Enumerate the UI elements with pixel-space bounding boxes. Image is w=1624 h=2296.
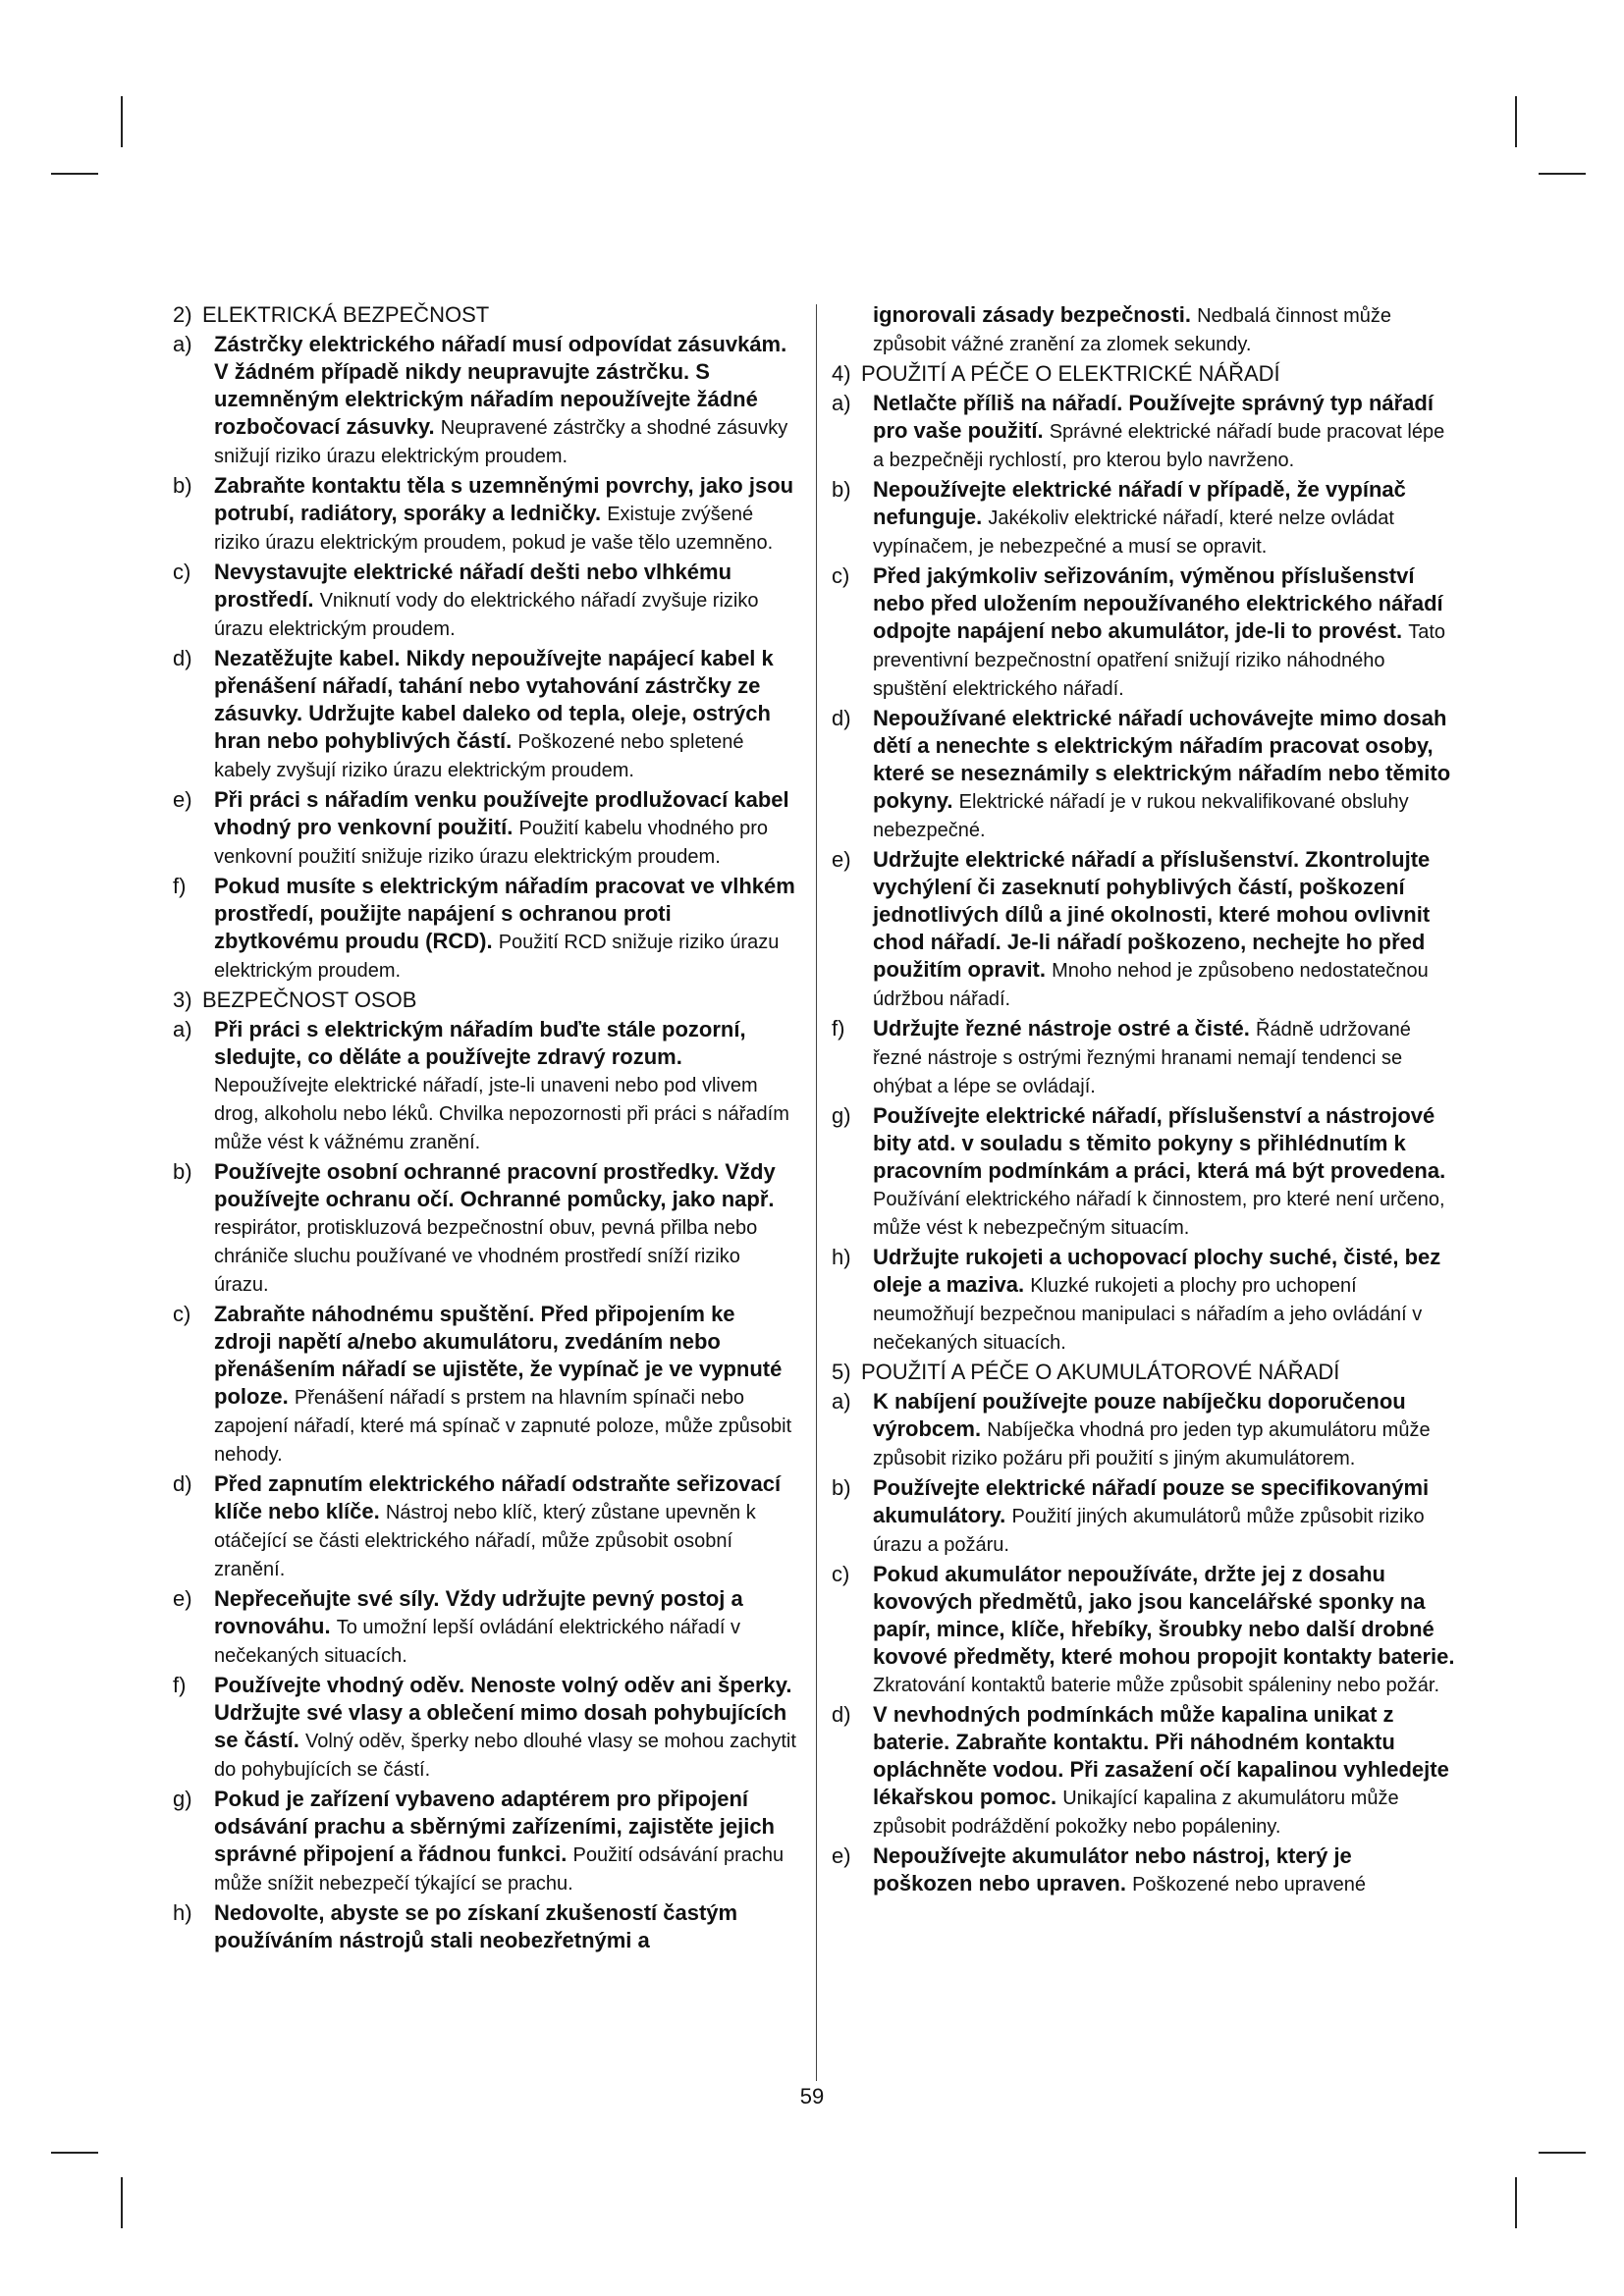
list-item xyxy=(173,1301,797,1468)
list-item xyxy=(173,1470,797,1583)
item-normal-text: Volný oděv, šperky nebo dlouhé vlasy se mohou zachytit do pohybujících se částí. xyxy=(214,1731,796,1781)
list-item xyxy=(832,1842,1456,1898)
item-normal-text: Použití jiných akumulátorů může způsobit riziko úrazu a požáru. xyxy=(873,1506,1425,1556)
item-letter: h) xyxy=(173,1900,192,1925)
item-letter: g) xyxy=(832,1103,851,1128)
section-number: 3) xyxy=(173,988,192,1012)
item-normal-text: Použití odsávání prachu může snížit nebezpečí týkající se prachu. xyxy=(214,1844,785,1895)
item-normal-text: Správné elektrické nářadí bude pracovat lépe a bezpečněji rychlostí, pro kterou bylo navrženo. xyxy=(873,421,1445,471)
list-item xyxy=(173,873,797,985)
item-letter: f) xyxy=(832,1016,845,1041)
item-bold-text: Zabraňte náhodnému spuštění. Před připojením ke zdroji napětí a/nebo akumulátoru, zvedáním nebo přenášením nářadí se ujistěte, že vypínač je ve vypnuté poloze. xyxy=(214,1302,783,1409)
item-normal-text: Použití RCD snižuje riziko úrazu elektrickým proudem. xyxy=(214,932,780,982)
item-bold-text: Nedovolte, abyste se po získaní zkušeností častým používáním nástrojů stali neobezřetnými a xyxy=(214,1900,738,1952)
list-item xyxy=(173,1899,797,1954)
list-item xyxy=(173,331,797,470)
item-normal-text: Nabíječka vhodná pro jeden typ akumulátoru může způsobit riziko požáru při použití s jiným akumulátorem. xyxy=(873,1419,1431,1469)
list-item xyxy=(173,1016,797,1156)
item-normal-text: Nedbalá činnost může způsobit vážné zranění za zlomek sekundy. xyxy=(873,305,1391,355)
item-bold-text: Používejte elektrické nářadí, příslušenství a nástrojové bity atd. v souladu s těmito pokyny s přihlédnutím k pracovním podmínkám a práci, která má být provedena. xyxy=(873,1103,1446,1183)
item-letter: h) xyxy=(832,1245,851,1269)
crop-mark xyxy=(121,96,123,147)
crop-mark xyxy=(51,2152,98,2154)
item-normal-text: Nástroj nebo klíč, který zůstane upevněn k otáčející se části elektrického nářadí, může způsobit osobní zranění. xyxy=(214,1502,756,1580)
section-number: 4) xyxy=(832,361,851,386)
list-item xyxy=(832,1561,1456,1699)
item-letter: c) xyxy=(832,563,850,588)
item-normal-text: Přenášení nářadí s prstem na hlavním spínači nebo zapojení nářadí, které má spínač v zapnuté poloze, může způsobit nehody. xyxy=(214,1387,792,1466)
item-bold-text: Nepřeceňujte své síly. Vždy udržujte pevný postoj a rovnováhu. xyxy=(214,1586,743,1638)
item-bold-text: ignorovali zásady bezpečnosti. xyxy=(873,302,1191,327)
item-bold-text: Udržujte rukojeti a uchopovací plochy suché, čisté, bez oleje a maziva. xyxy=(873,1245,1441,1297)
crop-mark xyxy=(51,173,98,175)
item-letter: b) xyxy=(173,473,192,498)
item-normal-text: Neupravené zástrčky a shodné zásuvky snižují riziko úrazu elektrickým proudem. xyxy=(214,417,788,467)
continued-text xyxy=(832,301,1456,358)
section-title: POUŽITÍ A PÉČE O AKUMULÁTOROVÉ NÁŘADÍ xyxy=(861,1360,1340,1384)
list-item xyxy=(832,1388,1456,1472)
list-item xyxy=(173,1672,797,1784)
list-item xyxy=(173,645,797,784)
item-letter: a) xyxy=(832,391,851,415)
item-bold-text: Používejte osobní ochranné pracovní prostředky. Vždy používejte ochranu očí. Ochranné pomůcky, jako např. xyxy=(214,1159,776,1211)
item-bold-text: Nepoužívejte elektrické nářadí v případě, že vypínač nefunguje. xyxy=(873,477,1406,529)
section-heading xyxy=(173,987,797,1014)
item-bold-text: Při práci s elektrickým nářadím buďte stále pozorní, sledujte, co děláte a používejte zdravý rozum. xyxy=(214,1017,746,1069)
item-bold-text: Zabraňte kontaktu těla s uzemněnými povrchy, jako jsou potrubí, radiátory, sporáky a ledničky. xyxy=(214,473,794,525)
list-item xyxy=(173,472,797,557)
item-letter: d) xyxy=(832,706,851,730)
item-bold-text: Při práci s nářadím venku používejte prodlužovací kabel vhodný pro venkovní použití. xyxy=(214,787,789,839)
item-bold-text: Před zapnutím elektrického nářadí odstraňte seřizovací klíče nebo klíče. xyxy=(214,1471,782,1523)
item-letter: a) xyxy=(173,332,192,356)
item-bold-text: Nepoužívané elektrické nářadí uchovávejte mimo dosah dětí a nenechte s elektrickým nářadím pracovat osoby, které se neseznámily s elektrickým nářadím nebo těmito pokyny. xyxy=(873,706,1451,813)
item-bold-text: Zástrčky elektrického nářadí musí odpovídat zásuvkám. V žádném případě nikdy neupravujte zástrčku. S uzemněným elektrickým nářadím nepoužívejte žádné rozbočovací zásuvky. xyxy=(214,332,787,439)
section-title: POUŽITÍ A PÉČE O ELEKTRICKÉ NÁŘADÍ xyxy=(861,361,1280,386)
right-column xyxy=(832,301,1456,1900)
list-item xyxy=(173,1585,797,1670)
item-letter: f) xyxy=(173,1673,187,1697)
list-item xyxy=(173,786,797,871)
list-item xyxy=(173,1158,797,1299)
item-letter: c) xyxy=(832,1562,850,1586)
item-bold-text: Nepoužívejte akumulátor nebo nástroj, který je poškozen nebo upraven. xyxy=(873,1843,1352,1896)
item-letter: c) xyxy=(173,1302,191,1326)
page-number: 59 xyxy=(799,2084,825,2109)
item-bold-text: V nevhodných podmínkách může kapalina unikat z baterie. Zabraňte kontaktu. Při náhodném kontaktu opláchněte vodou. Při zasažení očí kapalinou vyhledejte lékařskou pomoc. xyxy=(873,1702,1449,1809)
item-bold-text: K nabíjení používejte pouze nabíječku doporučenou výrobcem. xyxy=(873,1389,1406,1441)
list-item xyxy=(832,1244,1456,1357)
item-bold-text: Nezatěžujte kabel. Nikdy nepoužívejte napájecí kabel k přenášení nářadí, tahání nebo vytahování zástrčky ze zásuvky. Udržujte kabel daleko od tepla, oleje, ostrých hran nebo pohyblivých částí. xyxy=(214,646,774,753)
column-divider xyxy=(816,304,817,2081)
section-number: 5) xyxy=(832,1360,851,1384)
item-letter: d) xyxy=(173,646,192,670)
item-letter: g) xyxy=(173,1787,192,1811)
item-bold-text: Používejte elektrické nářadí pouze se specifikovanými akumulátory. xyxy=(873,1475,1430,1527)
crop-mark xyxy=(121,2177,123,2228)
item-letter: b) xyxy=(173,1159,192,1184)
item-letter: e) xyxy=(832,1843,851,1868)
item-bold-text: Netlačte příliš na nářadí. Používejte správný typ nářadí pro vaše použití. xyxy=(873,391,1434,443)
item-bold-text: Udržujte elektrické nářadí a příslušenství. Zkontrolujte vychýlení či zaseknutí pohyblivých částí, poškození jednotlivých dílů a jiné okolnosti, které mohou ovlivnit chod nářadí. Je-li nářadí poškozeno, nechejte ho před použitím opravit. xyxy=(873,847,1431,982)
item-letter: d) xyxy=(832,1702,851,1727)
crop-mark xyxy=(1515,2177,1517,2228)
section-heading xyxy=(832,1359,1456,1386)
list-item xyxy=(832,1474,1456,1559)
item-letter: d) xyxy=(173,1471,192,1496)
item-normal-text: Řádně udržované řezné nástroje s ostrými řeznými hranami nemají tendenci se ohýbat a lépe se ovládají. xyxy=(873,1019,1411,1097)
item-bold-text: Před jakýmkoliv seřizováním, výměnou příslušenství nebo před uložením nepoužívaného elektrického nářadí odpojte napájení nebo akumulátor, jde-li to provést. xyxy=(873,563,1443,643)
item-normal-text: Vniknutí vody do elektrického nářadí zvyšuje riziko úrazu elektrickým proudem. xyxy=(214,590,759,640)
list-item xyxy=(832,562,1456,703)
list-item xyxy=(832,390,1456,474)
item-letter: a) xyxy=(832,1389,851,1414)
item-letter: f) xyxy=(173,874,187,898)
item-letter: b) xyxy=(832,1475,851,1500)
item-normal-text: Kluzké rukojeti a plochy pro uchopení neumožňují bezpečnou manipulaci s nářadím a jeho ovládání v nečekaných situacích. xyxy=(873,1275,1423,1354)
item-normal-text: To umožní lepší ovládání elektrického nářadí v nečekaných situacích. xyxy=(214,1617,741,1667)
list-item xyxy=(173,1786,797,1897)
item-normal-text: Zkratování kontaktů baterie může způsobit spáleniny nebo požár. xyxy=(873,1675,1440,1696)
item-letter: e) xyxy=(173,1586,192,1611)
item-bold-text: Pokud je zařízení vybaveno adaptérem pro připojení odsávání prachu a sběrnými zařízeními, zajistěte jejich správné připojení a řádnou funkci. xyxy=(214,1787,775,1866)
list-item xyxy=(832,846,1456,1013)
item-normal-text: Tato preventivní bezpečnostní opatření snižují riziko náhodného spuštění elektrického nářadí. xyxy=(873,621,1446,700)
crop-mark xyxy=(1515,96,1517,147)
item-normal-text: Používání elektrického nářadí k činnostem, pro které není určeno, může vést k nebezpečným situacím. xyxy=(873,1189,1445,1239)
item-bold-text: Udržujte řezné nástroje ostré a čisté. xyxy=(873,1016,1250,1041)
item-normal-text: Mnoho nehod je způsobeno nedostatečnou údržbou nářadí. xyxy=(873,960,1429,1010)
item-bold-text: Nevystavujte elektrické nářadí dešti nebo vlhkému prostředí. xyxy=(214,560,732,612)
item-normal-text: Poškozené nebo upravené xyxy=(1132,1874,1367,1896)
item-bold-text: Používejte vhodný oděv. Nenoste volný oděv ani šperky. Udržujte své vlasy a oblečení mimo dosah pohybujících se částí. xyxy=(214,1673,792,1752)
item-normal-text: Nepoužívejte elektrické nářadí, jste-li unaveni nebo pod vlivem drog, alkoholu nebo léků. Chvilka nepozornosti při práci s nářadím může vést k vážnému zranění. xyxy=(214,1075,789,1153)
item-bold-text: Pokud musíte s elektrickým nářadím pracovat ve vlhkém prostředí, použijte napájení s ochranou proti zbytkovému proudu (RCD). xyxy=(214,874,795,953)
section-title: BEZPEČNOST OSOB xyxy=(202,988,417,1012)
item-normal-text: Existuje zvýšené riziko úrazu elektrickým proudem, pokud je vaše tělo uzemněno. xyxy=(214,504,774,554)
list-item xyxy=(832,1102,1456,1242)
section-title: ELEKTRICKÁ BEZPEČNOST xyxy=(202,302,490,327)
item-letter: a) xyxy=(173,1017,192,1041)
crop-mark xyxy=(1539,173,1586,175)
item-normal-text: Elektrické nářadí je v rukou nekvalifikované obsluhy nebezpečné. xyxy=(873,791,1409,841)
list-item xyxy=(832,476,1456,561)
item-bold-text: Pokud akumulátor nepoužíváte, držte jej z dosahu kovových předmětů, jako jsou kancelářské sponky na papír, mince, klíče, hřebíky, šroubky nebo další drobné kovové předměty, které mohou propojit kontakty baterie. xyxy=(873,1562,1455,1669)
item-letter: e) xyxy=(832,847,851,872)
list-item xyxy=(832,1015,1456,1100)
item-normal-text: Unikající kapalina z akumulátoru může způsobit podráždění pokožky nebo popáleniny. xyxy=(873,1788,1399,1838)
item-normal-text: Jakékoliv elektrické nářadí, které nelze ovládat vypínačem, je nebezpečné a musí se opravit. xyxy=(873,507,1394,558)
item-normal-text: Poškozené nebo spletené kabely zvyšují riziko úrazu elektrickým proudem. xyxy=(214,731,744,781)
item-letter: e) xyxy=(173,787,192,812)
item-normal-text: Použití kabelu vhodného pro venkovní použití snižuje riziko úrazu elektrickým proudem. xyxy=(214,818,768,868)
list-item xyxy=(173,559,797,643)
section-heading xyxy=(832,360,1456,388)
crop-mark xyxy=(1539,2152,1586,2154)
item-normal-text: respirátor, protiskluzová bezpečnostní obuv, pevná přilba nebo chrániče sluchu používané ve vhodném prostředí sníží riziko úrazu. xyxy=(214,1217,758,1296)
section-heading xyxy=(173,301,797,329)
list-item xyxy=(832,1701,1456,1841)
list-item xyxy=(832,705,1456,844)
left-column xyxy=(173,301,797,1956)
item-letter: b) xyxy=(832,477,851,502)
section-number: 2) xyxy=(173,302,192,327)
item-letter: c) xyxy=(173,560,191,584)
